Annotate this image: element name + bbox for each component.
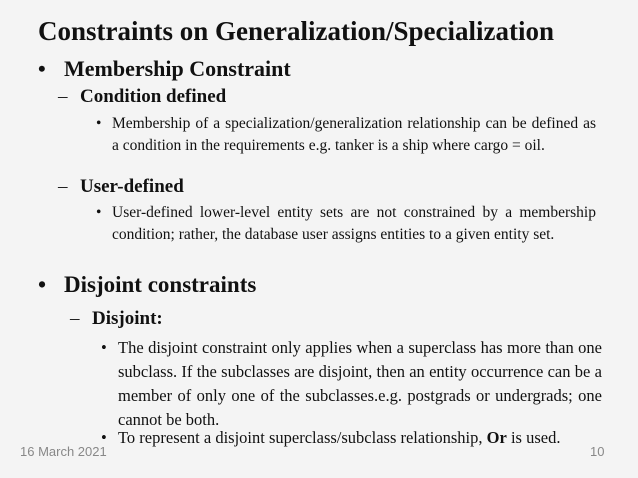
disjoint-point-1-body: The disjoint constraint only applies when a superclass has more than one subclass. If the subclasses are disjoint, then an entity occurrence can be a member of only one of the subclasses.e.g. postgrads or undergrads; one cannot be both. [118, 338, 602, 429]
bullet-icon: • [38, 56, 46, 81]
bullet-icon: • [96, 115, 102, 132]
bullet-icon: • [96, 204, 102, 221]
bullet-icon: • [38, 272, 47, 297]
disjoint-heading: Disjoint constraints [64, 272, 257, 297]
disjoint-point-1 [101, 336, 602, 432]
user-defined-text [96, 202, 596, 246]
condition-defined-body: Membership of a specialization/generalization relationship can be defined as a condition in the requirements e.g. tanker is a ship where cargo = oil. [112, 115, 596, 154]
user-defined-body: User-defined lower-level entity sets are not constrained by a membership condition; rather, the database user assigns entities to a given entity set. [112, 204, 596, 243]
condition-defined-text [96, 113, 596, 157]
membership-heading-row [38, 56, 291, 82]
disjoint-point-2 [101, 426, 602, 450]
user-defined-heading: User-defined [80, 176, 184, 197]
disjoint-point-2-body: To represent a disjoint superclass/subclass relationship, [118, 428, 487, 447]
condition-defined-heading-row [58, 86, 226, 108]
dash-icon: – [58, 86, 68, 107]
disjoint-sub-heading-row [70, 308, 163, 330]
slide-title: Constraints on Generalization/Specialization [38, 16, 554, 46]
page-number: 10 [590, 444, 605, 459]
bullet-icon: • [101, 428, 107, 447]
disjoint-point-2-or: Or [486, 428, 507, 447]
disjoint-heading-row [38, 272, 256, 298]
disjoint-point-2-tail: is used. [506, 428, 561, 447]
condition-defined-heading: Condition defined [80, 86, 227, 107]
bullet-icon: • [101, 338, 107, 357]
footer-date: 16 March 2021 [20, 444, 107, 459]
membership-heading: Membership Constraint [64, 56, 291, 81]
dash-icon: – [70, 308, 80, 329]
user-defined-heading-row [58, 176, 184, 198]
dash-icon: – [58, 176, 68, 197]
disjoint-sub-heading: Disjoint: [92, 308, 163, 329]
